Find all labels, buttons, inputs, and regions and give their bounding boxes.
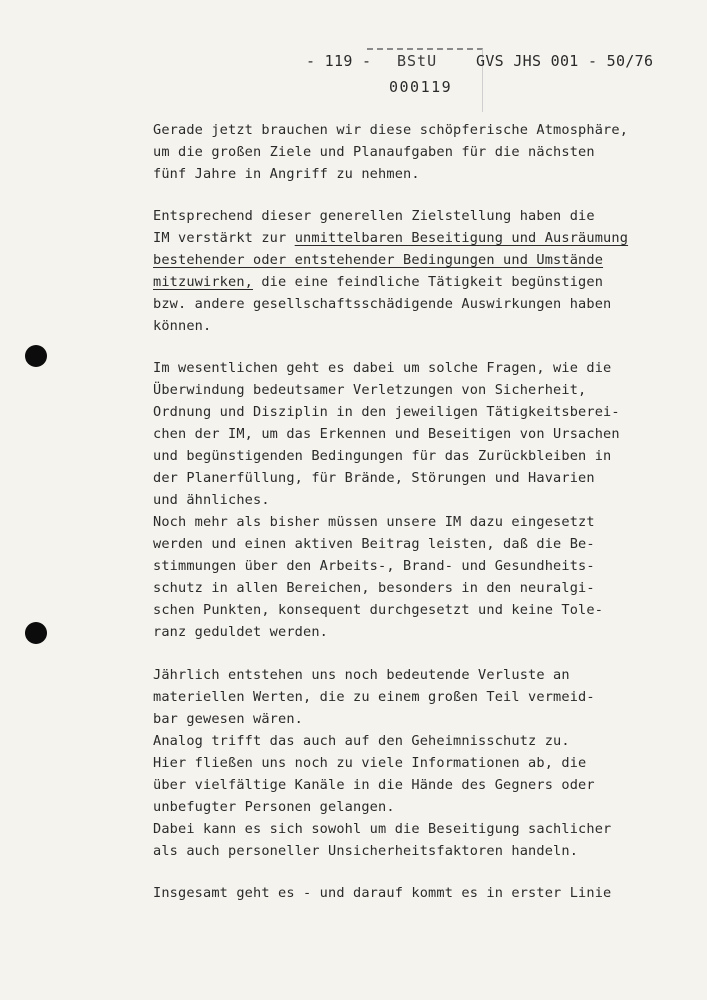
text-line: um die großen Ziele und Planaufgaben für die nächsten xyxy=(153,144,595,160)
text-line: Noch mehr als bisher müssen unsere IM dazu eingesetzt xyxy=(153,514,595,530)
text-line: und ähnliches. xyxy=(153,492,270,508)
text-line: stimmungen über den Arbeits-, Brand- und Gesundheits- xyxy=(153,558,595,574)
text-line: bzw. andere gesellschaftsschädigende Auswirkungen haben xyxy=(153,296,612,312)
text-line: und begünstigenden Bedingungen für das Zurückbleiben in xyxy=(153,448,612,464)
archive-stamp-label: BStU xyxy=(397,52,438,70)
text-line: Jährlich entstehen uns noch bedeutende Verluste an xyxy=(153,667,570,683)
line-text: IM verstärkt zur xyxy=(153,230,295,246)
line-text: die eine feindliche Tätigkeit begünstigen xyxy=(253,274,604,290)
text-line: Überwindung bedeutsamer Verletzungen von Sicherheit, xyxy=(153,382,587,398)
text-line: können. xyxy=(153,318,212,334)
text-line: Hier fließen uns noch zu viele Informationen ab, die xyxy=(153,755,587,771)
text-line: Insgesamt geht es - und darauf kommt es in erster Linie xyxy=(153,885,612,901)
text-line: schen Punkten, konsequent durchgesetzt und keine Tole- xyxy=(153,602,604,618)
paragraph-5 xyxy=(153,882,673,904)
paragraph-2 xyxy=(153,205,673,337)
text-line: Im wesentlichen geht es dabei um solche Fragen, wie die xyxy=(153,360,612,376)
paragraph-4 xyxy=(153,664,673,862)
text-line xyxy=(153,271,673,293)
text-line: fünf Jahre in Angriff zu nehmen. xyxy=(153,166,420,182)
text-line: Ordnung und Disziplin in den jeweiligen Tätigkeitsberei- xyxy=(153,404,620,420)
text-line: Gerade jetzt brauchen wir diese schöpferische Atmosphäre, xyxy=(153,122,629,138)
text-line: ranz geduldet werden. xyxy=(153,624,329,640)
text-line: Entsprechend dieser generellen Zielstellung haben die xyxy=(153,208,595,224)
text-line: materiellen Werten, die zu einem großen Teil vermeid- xyxy=(153,689,595,705)
text-line: werden und einen aktiven Beitrag leisten, daß die Be- xyxy=(153,536,595,552)
page-number: - 119 - xyxy=(306,52,372,70)
text-line: unbefugter Personen gelangen. xyxy=(153,799,395,815)
text-line: als auch personeller Unsicherheitsfaktoren handeln. xyxy=(153,843,579,859)
text-line: Dabei kann es sich sowohl um die Beseitigung sachlicher xyxy=(153,821,612,837)
text-line: der Planerfüllung, für Brände, Störungen und Havarien xyxy=(153,470,595,486)
punch-hole xyxy=(25,345,47,367)
archive-stamp-number: 000119 xyxy=(389,78,453,96)
punch-hole xyxy=(25,622,47,644)
underlined-text: unmittelbaren Beseitigung und Ausräumung xyxy=(294,230,629,246)
paragraph-1 xyxy=(153,119,673,185)
paragraph-3 xyxy=(153,357,673,643)
text-line xyxy=(153,227,673,249)
document-reference: GVS JHS 001 - 50/76 xyxy=(476,52,654,70)
text-line: chen der IM, um das Erkennen und Beseitigen von Ursachen xyxy=(153,426,620,442)
text-line: über vielfältige Kanäle in die Hände des Gegners oder xyxy=(153,777,595,793)
text-line: Analog trifft das auch auf den Geheimnisschutz zu. xyxy=(153,733,570,749)
underlined-text: bestehender oder entstehender Bedingungen und Umstände xyxy=(153,252,604,268)
text-line: bar gewesen wären. xyxy=(153,711,304,727)
text-line xyxy=(153,249,673,271)
underlined-text: mitzuwirken, xyxy=(153,274,254,290)
text-line: schutz in allen Bereichen, besonders in den neuralgi- xyxy=(153,580,595,596)
